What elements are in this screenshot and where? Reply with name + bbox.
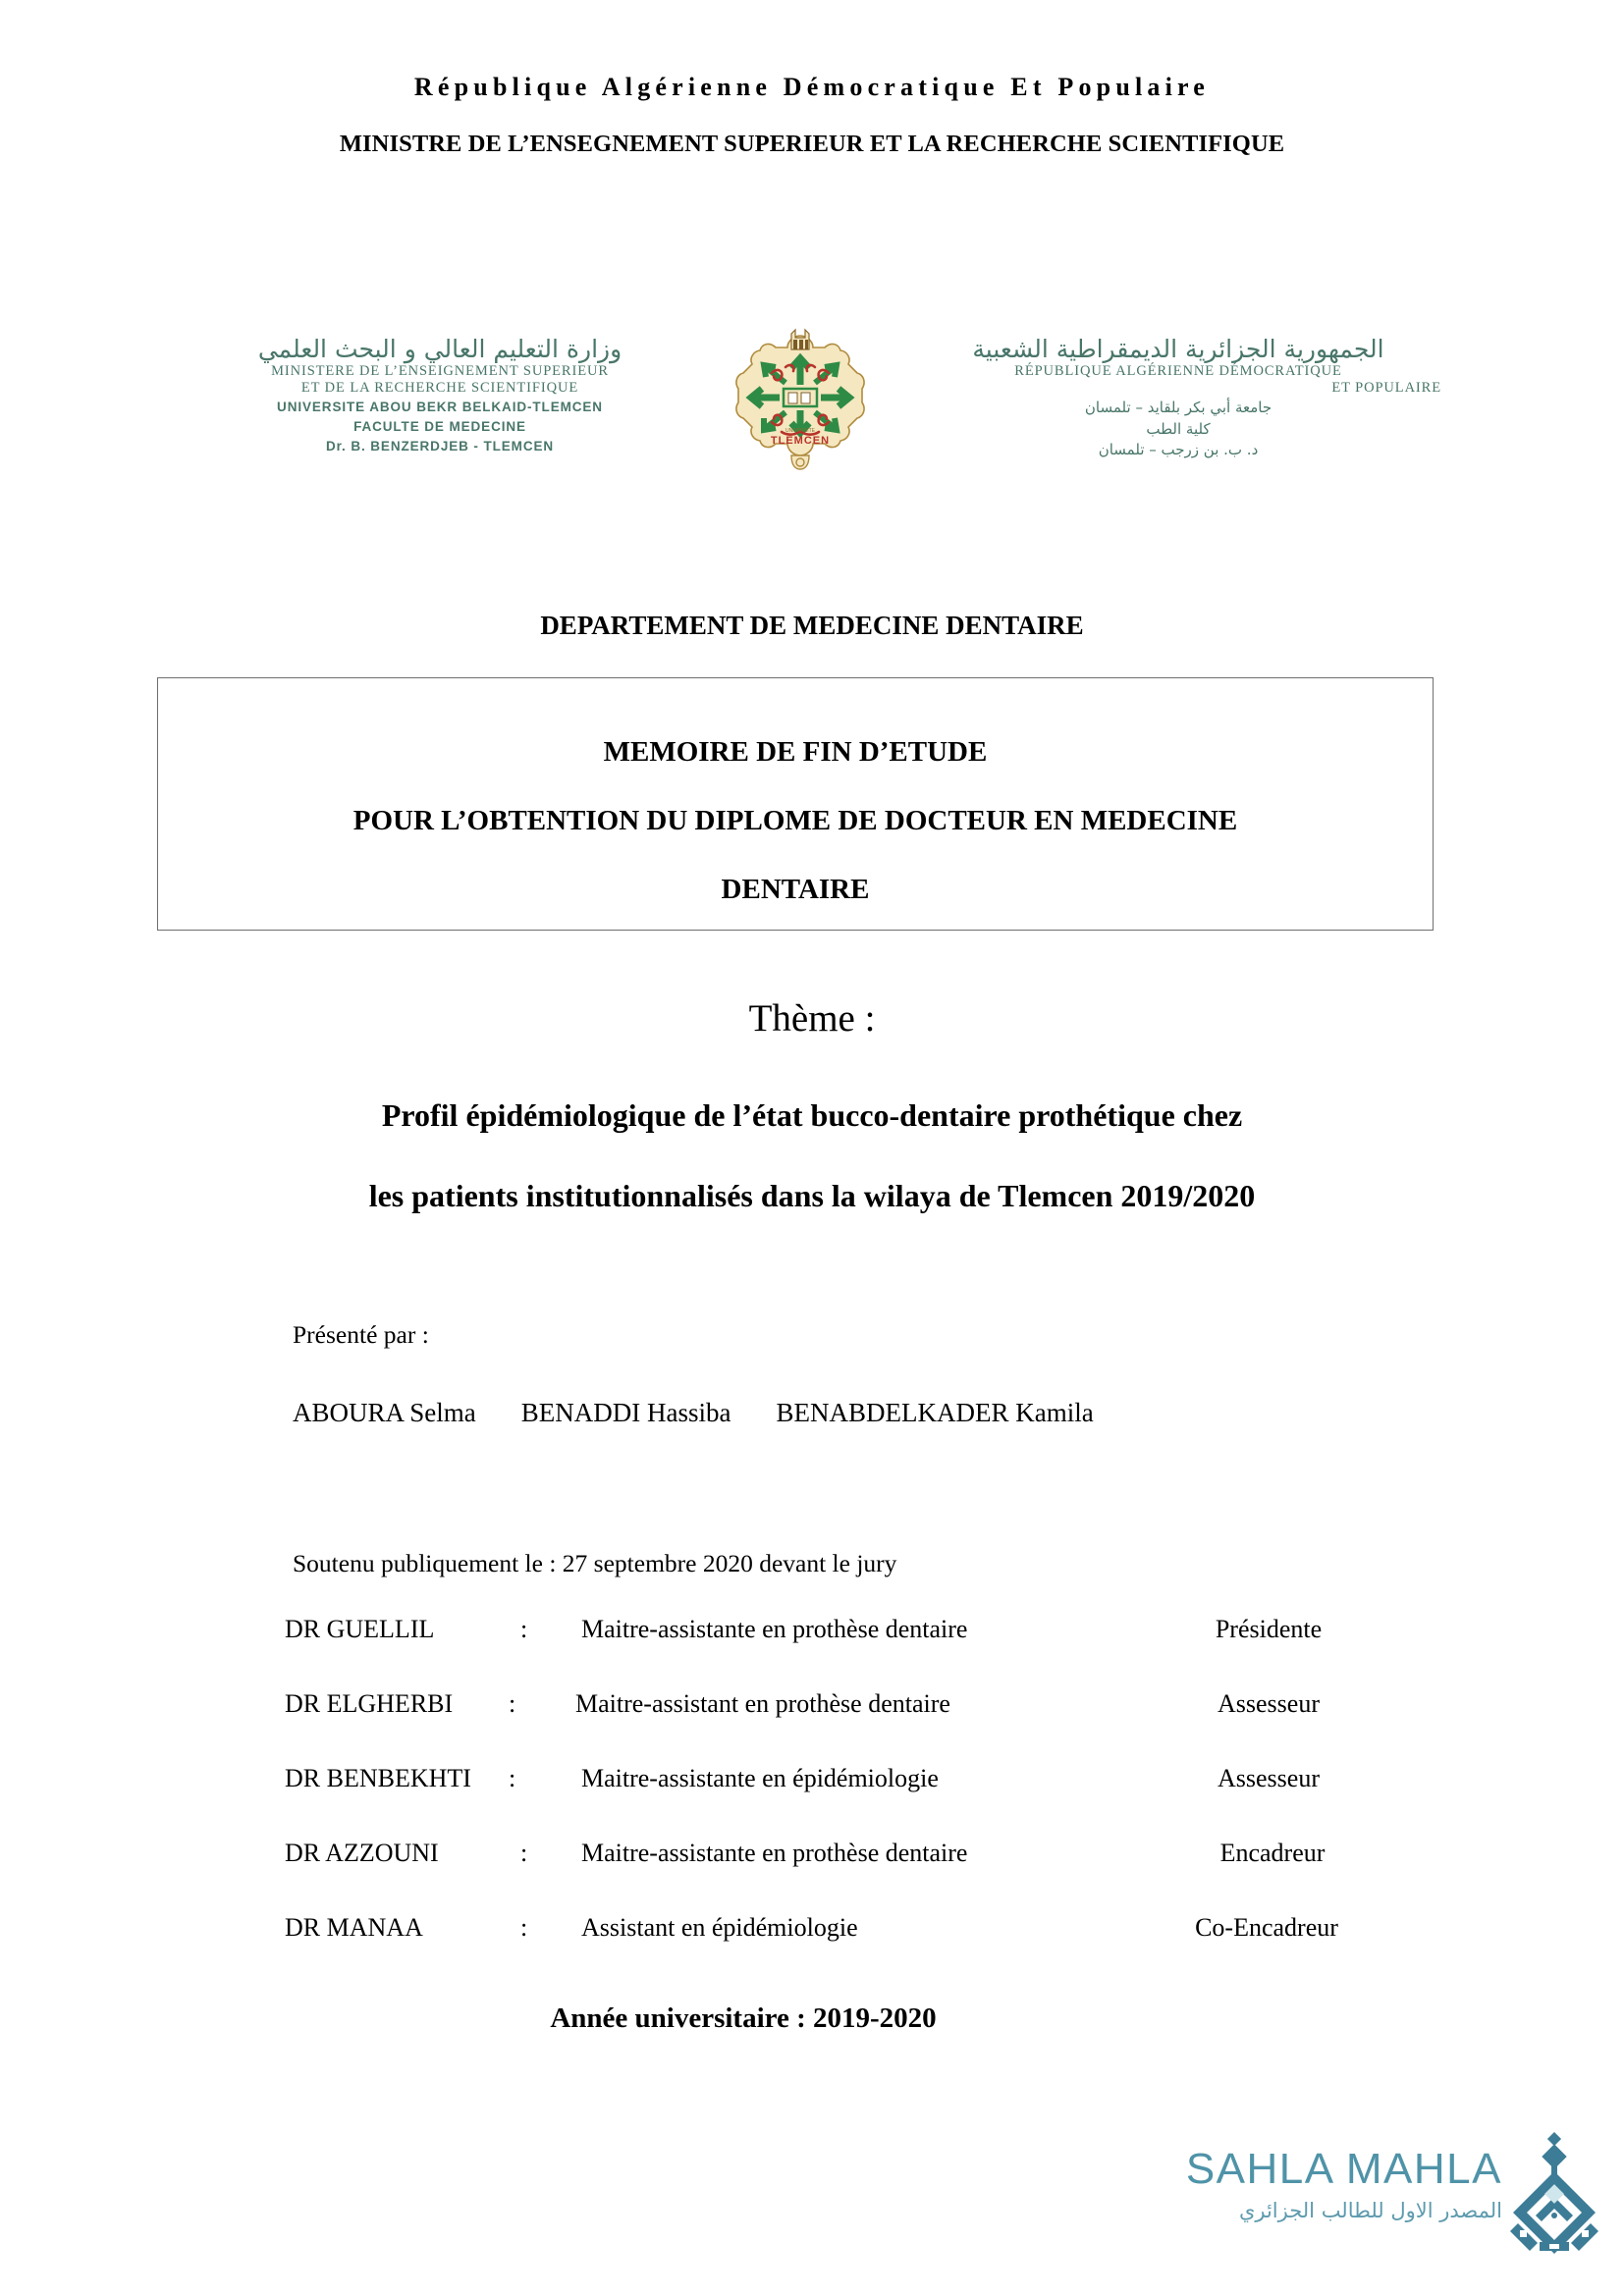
jury-member-name: DR GUELLIL xyxy=(285,1615,435,1643)
jury-member-role: Assistant en épidémiologie xyxy=(581,1913,858,1942)
faculty-arabic-name-right: كلية الطب xyxy=(1146,419,1211,438)
jury-member-role: Maitre-assistante en prothèse dentaire xyxy=(581,1839,968,1867)
jury-member-title: Présidente xyxy=(1215,1615,1323,1643)
jury-row xyxy=(285,1689,1414,1764)
sahla-mahla-diamond-icon xyxy=(1500,2132,1608,2255)
university-logo-left xyxy=(175,336,705,457)
jury-member-name: DR ELGHERBI xyxy=(285,1689,454,1718)
defense-date-line: Soutenu publiquement le : 27 septembre 2020 devant le jury xyxy=(293,1549,897,1577)
jury-member-title: Assesseur xyxy=(1218,1689,1320,1718)
jury-row xyxy=(285,1913,1414,1988)
author-name: BENABDELKADER Kamila xyxy=(776,1398,1094,1427)
faculty-arabic-detail-right: د. ب. بن زرجب – تلمسان xyxy=(1098,441,1259,459)
jury-member-role: Maitre-assistante en épidémiologie xyxy=(581,1764,939,1792)
jury-member-name: DR MANAA xyxy=(285,1913,423,1942)
ministry-latin-line2-left: ET DE LA RECHERCHE SCIENTIFIQUE xyxy=(300,380,579,397)
svg-text:TLEMCEN: TLEMCEN xyxy=(770,435,831,447)
university-seal-icon xyxy=(727,324,874,471)
theme-label: Thème : xyxy=(748,997,876,1040)
authors-list xyxy=(293,1398,1094,1428)
jury-member-name: DR BENBEKHTI xyxy=(285,1764,471,1792)
republic-arabic-title-right: الجمهورية الجزائرية الديمقراطية الشعبية xyxy=(972,335,1384,363)
jury-colon: : xyxy=(509,1689,516,1718)
academic-year xyxy=(0,2002,1624,2035)
author-name: BENADDI Hassiba xyxy=(520,1398,731,1427)
diploma-line-3: DENTAIRE xyxy=(721,874,870,905)
jury-member-title: Encadreur xyxy=(1219,1839,1326,1867)
academic-year-text: Année universitaire : 2019-2020 xyxy=(550,2002,937,2034)
diploma-title-box xyxy=(157,677,1434,931)
presented-by-label: Présenté par : xyxy=(293,1320,429,1349)
republic-latin-line1-right: RÉPUBLIQUE ALGÉRIENNE DÉMOCRATIQUE xyxy=(1014,362,1342,379)
university-arabic-name-right: جامعة أبي بكر بلقايد – تلمسان xyxy=(1084,398,1272,416)
republic-latin-line2-right: ET POPULAIRE xyxy=(1331,380,1441,397)
watermark-arabic-tagline: المصدر الاول للطالب الجزائري xyxy=(1238,2199,1502,2222)
faculty-name-left: FACULTE DE MEDECINE xyxy=(353,419,526,435)
jury-member-role: Maitre-assistant en prothèse dentaire xyxy=(575,1689,950,1718)
jury-colon: : xyxy=(520,1615,528,1643)
jury-member-name: DR AZZOUNI xyxy=(285,1839,439,1867)
jury-row xyxy=(285,1839,1414,1913)
sahla-mahla-watermark xyxy=(1110,2140,1600,2268)
jury-row xyxy=(285,1615,1414,1689)
ministry-arabic-title-left: وزارة التعليم العالي و البحث العلمي xyxy=(257,335,623,363)
watermark-brand-name: SAHLA MAHLA xyxy=(1185,2145,1502,2193)
logo-band xyxy=(0,324,1624,481)
author-name: ABOURA Selma xyxy=(293,1398,476,1427)
jury-row xyxy=(285,1764,1414,1839)
university-name-left: UNIVERSITE ABOU BEKR BELKAID-TLEMCEN xyxy=(277,399,603,414)
ministry-heading: MINISTRE DE L’ENSEGNEMENT SUPERIEUR ET LA RECHERCHE SCIENTIFIQUE xyxy=(339,131,1285,157)
jury-member-title: Co-Encadreur xyxy=(1195,1913,1338,1942)
jury-table xyxy=(285,1615,1414,1988)
jury-colon: : xyxy=(509,1764,516,1792)
faculty-detail-left: Dr. B. BENZERDJEB - TLEMCEN xyxy=(325,439,555,454)
svg-text:UNIVERSITE: UNIVERSITE xyxy=(785,428,816,434)
jury-colon: : xyxy=(520,1839,528,1867)
jury-colon: : xyxy=(520,1913,528,1942)
theme-title-line-2: les patients institutionnalisés dans la wilaya de Tlemcen 2019/2020 xyxy=(368,1178,1256,1213)
department-heading: DEPARTEMENT DE MEDECINE DENTAIRE xyxy=(540,611,1084,640)
jury-member-role: Maitre-assistante en prothèse dentaire xyxy=(581,1615,968,1643)
jury-member-title: Assesseur xyxy=(1218,1764,1320,1792)
university-logo-right xyxy=(913,336,1443,461)
ministry-latin-line1-left: MINISTERE DE L’ENSEIGNEMENT SUPERIEUR xyxy=(271,362,609,379)
diploma-line-2: POUR L’OBTENTION DU DIPLOME DE DOCTEUR EN MEDECINE xyxy=(352,805,1238,836)
theme-title-line-1: Profil épidémiologique de l’état bucco-dentaire prothétique chez xyxy=(381,1097,1243,1133)
watermark-text-block xyxy=(1110,2145,1502,2222)
republic-heading: République Algérienne Démocratique Et Populaire xyxy=(413,73,1211,101)
diploma-line-1: MEMOIRE DE FIN D’ETUDE xyxy=(603,736,988,768)
